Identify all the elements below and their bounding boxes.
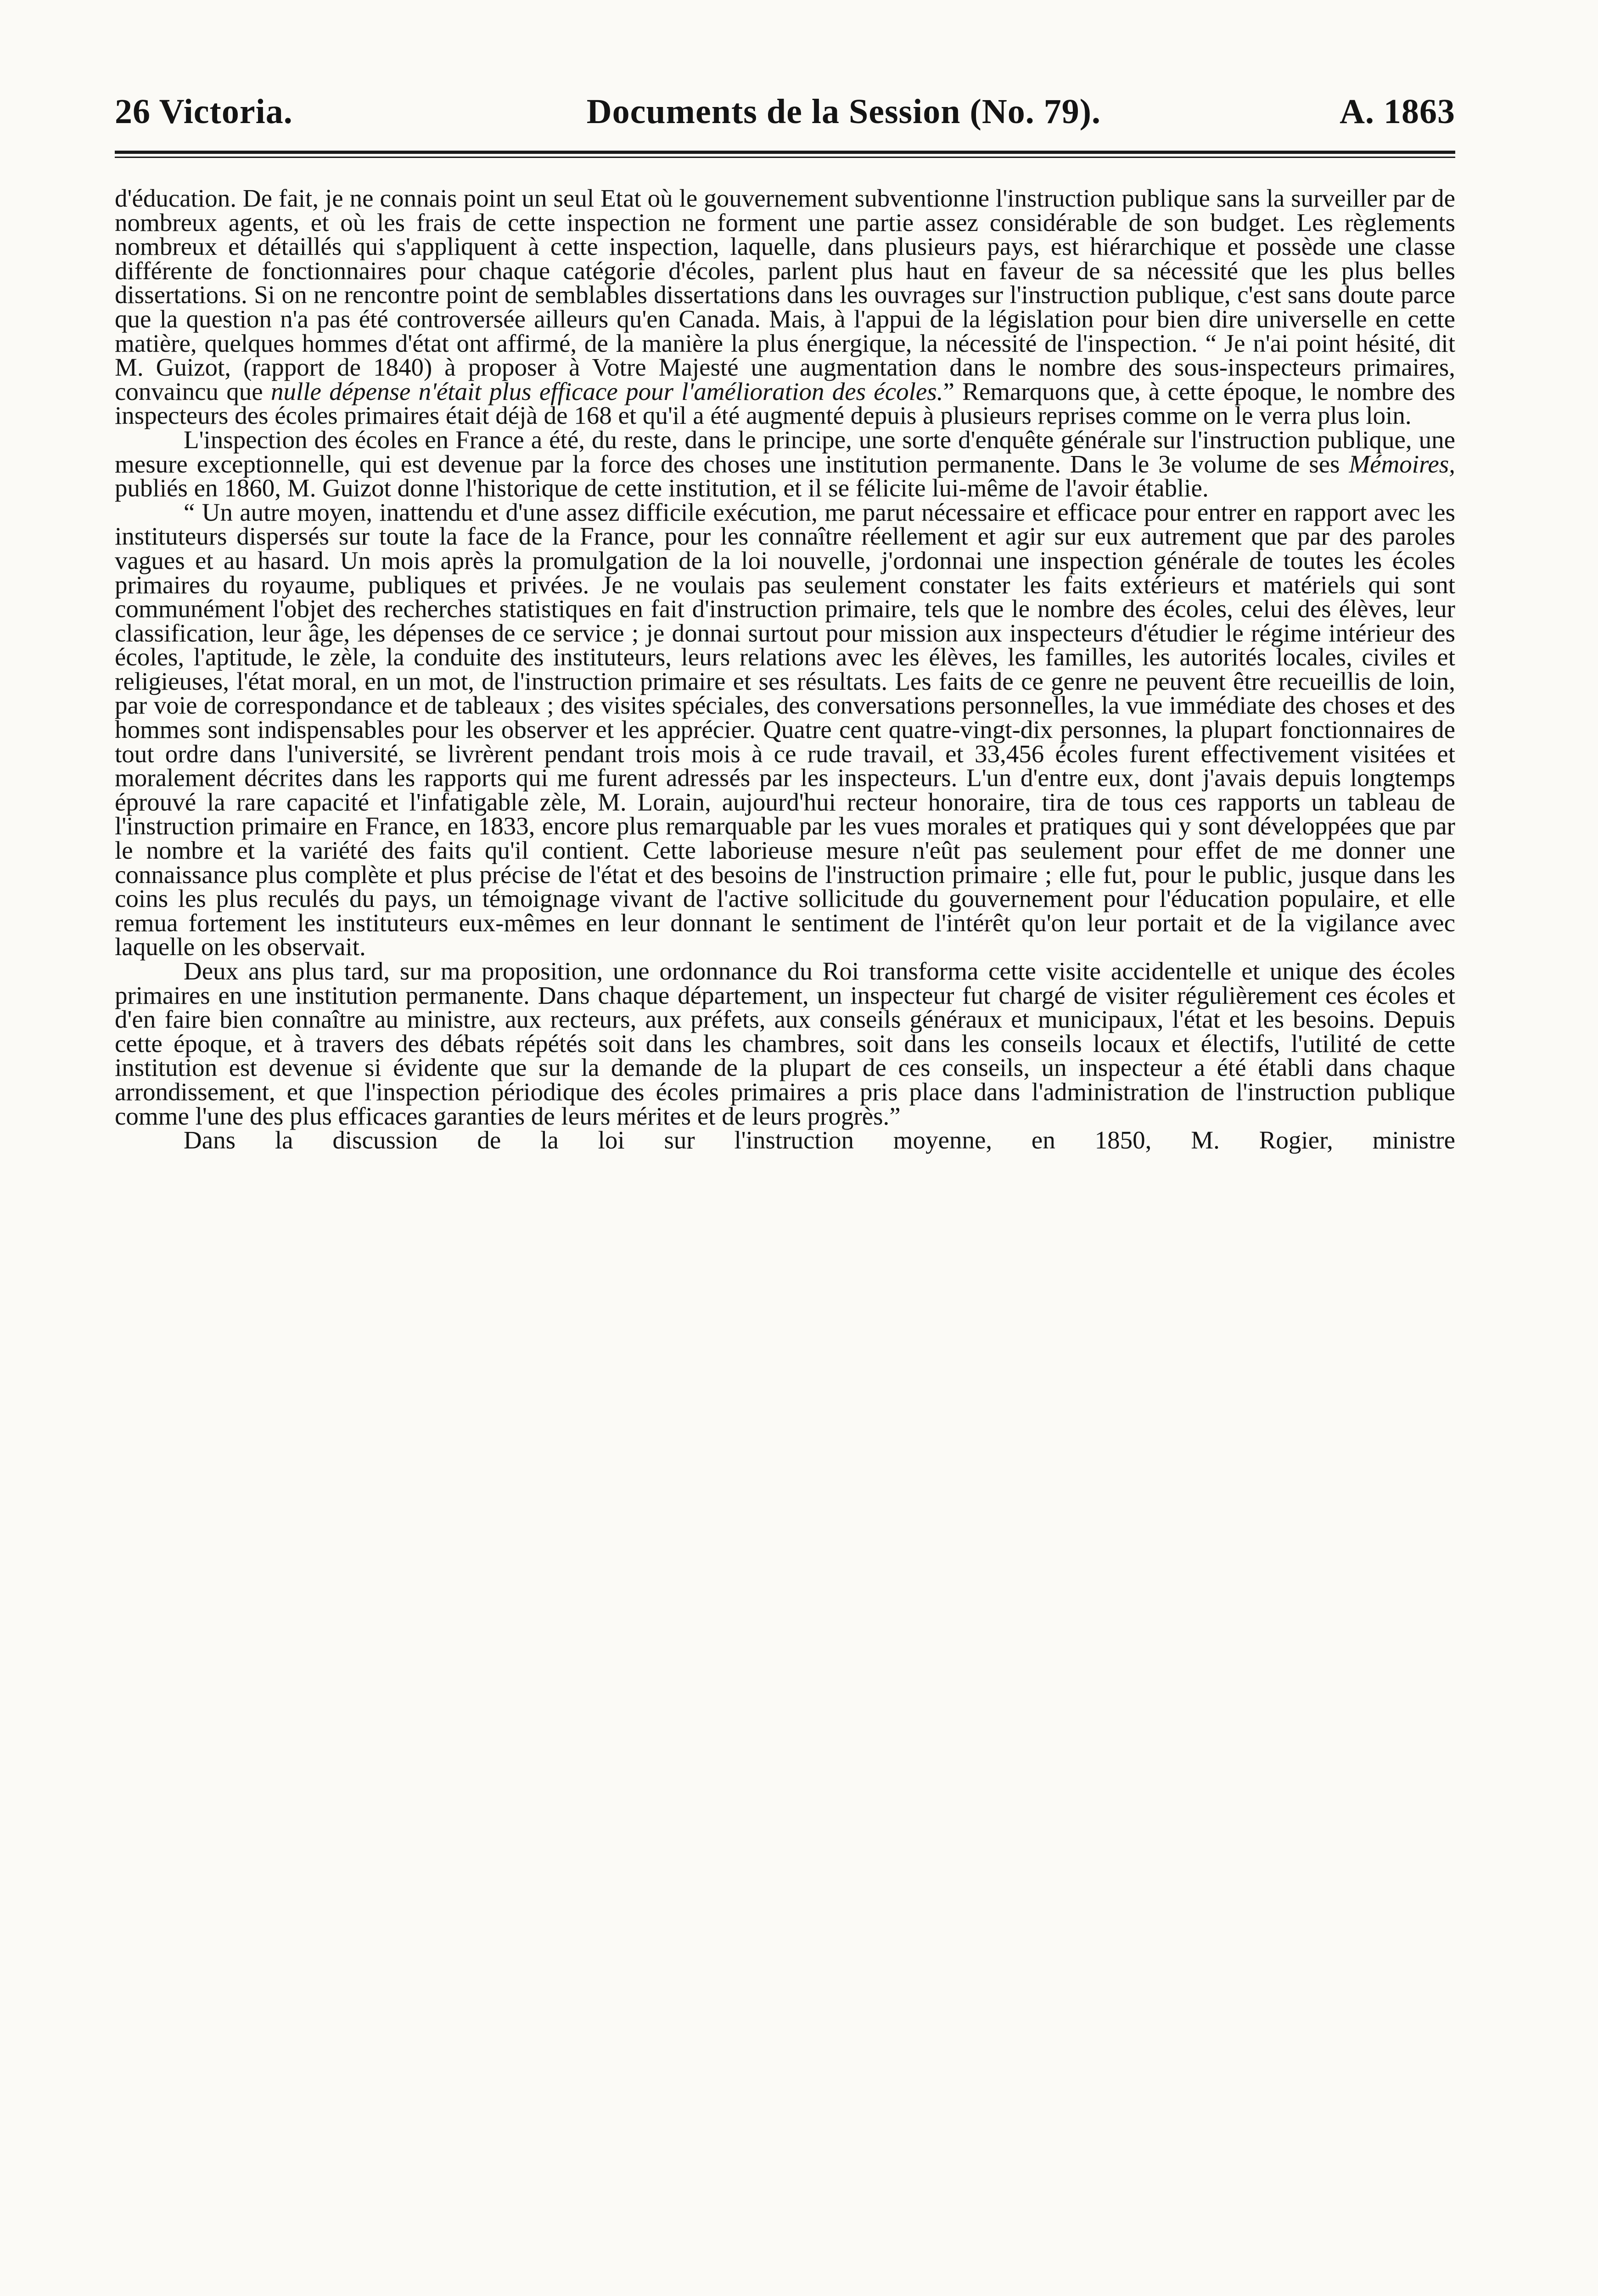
paragraph: Deux ans plus tard, sur ma proposition, une ordonnance du Roi transforma cette visite accidentelle et unique des écoles primaires en une institution permanente. Dans chaque département, un inspecteur fut chargé de visiter régulièrement ces écoles et d'en faire bien connaître au ministre, aux recteurs, aux préfets, aux conseils généraux et municipaux, l'état et les besoins. Depuis cette époque, et à travers des débats répétés soit dans les chambres, soit dans les conseils locaux et électifs, l'utilité de cette institution est devenue si évidente que sur la demande de la plupart de ces conseils, un inspecteur a été établi dans chaque arrondissement, et que l'inspection périodique des écoles primaires a pris place dans l'administration de l'instruction publique comme l'une des plus efficaces garanties de leurs mérites et de leurs progrès.” [115,957,1455,1130]
header-regnal-year: 26 Victoria. [115,92,293,131]
italic-quote: nulle dépense n'était plus efficace pour l'amélioration des écoles. [270,377,943,405]
italic-title: Mémoires, [1349,450,1455,478]
running-header [115,92,1455,142]
document-page [115,92,1455,2287]
paragraph: L'inspection des écoles en France a été, du reste, dans le principe, une sorte d'enquête générale sur l'instruction publique, une mesure exceptionnelle, qui est devenue par la force des choses une institution permanente. Dans le 3e volume de ses Mémoires, publiés en 1860, M. Guizot donne l'historique de cette institution, et il se félicite lui-même de l'avoir établie. [115,425,1455,502]
header-rule [115,151,1455,158]
header-title: Documents de la Session (No. 79). [586,92,1101,131]
paragraph: Dans la discussion de la loi sur l'instruction moyenne, en 1850, M. Rogier, ministre [184,1126,1455,1154]
body-text [115,186,1455,1153]
header-year: A. 1863 [1340,92,1455,131]
paragraph: “ Un autre moyen, inattendu et d'une assez difficile exécution, me parut nécessaire et efficace pour entrer en rapport avec les instituteurs dispersés sur toute la face de la France, pour les connaître réellement et agir sur eux autrement que par des paroles vagues et au hasard. Un mois après la promulgation de la loi nouvelle, j'ordonnai une inspection générale de toutes les écoles primaires du royaume, publiques et privées. Je ne voulais pas seulement constater les faits extérieurs et matériels qui sont communément l'objet des recherches statistiques en fait d'instruction primaire, tels que le nombre des écoles, celui des élèves, leur classification, leur âge, les dépenses de ce service ; je donnai surtout pour mission aux inspecteurs d'étudier le régime intérieur des écoles, l'aptitude, le zèle, la conduite des instituteurs, leurs relations avec les élèves, les familles, les autorités locales, civiles et religieuses, l'état moral, en un mot, de l'instruction primaire et ses résultats. Les faits de ce genre ne peuvent être recueillis de loin, par voie de correspondance et de tableaux ; des visites spéciales, des conversations personnelles, la vue immédiate des choses et des hommes sont indispensables pour les observer et les apprécier. Quatre cent quatre-vingt-dix personnes, la plupart fonctionnaires de tout ordre dans l'université, se livrèrent pendant trois mois à ce rude travail, et 33,456 écoles furent effectivement visitées et moralement décrites dans les rapports qui me furent adressés par les inspecteurs. L'un d'entre eux, dont j'avais depuis longtemps éprouvé la rare capacité et l'infatigable zèle, M. Lorain, aujourd'hui recteur honoraire, tira de tous ces rapports un tableau de l'instruction primaire en France, en 1833, encore plus remarquable par les vues morales et pratiques qui y sont développées que par le nombre et la variété des faits qu'il contient. Cette laborieuse mesure n'eût pas seulement pour effet de me donner une connaissance plus complète et plus précise de l'état et des besoins de l'instruction primaire ; elle fut, pour le public, jusque dans les coins les plus reculés du pays, un témoignage vivant de l'active sollicitude du gouvernement pour l'éducation populaire, et elle remua fortement les instituteurs eux-mêmes en leur donnant le sentiment de l'intérêt qu'on leur portait et de la vigilance avec laquelle on les observait. [115,498,1455,961]
paragraph: d'éducation. De fait, je ne connais point un seul Etat où le gouvernement subventionne l'instruction publique sans la surveiller par de nombreux agents, et où les frais de cette inspection ne forment une partie assez considérable de son budget. Les règlements nombreux et détaillés qui s'appliquent à cette inspection, laquelle, dans plusieurs pays, est hiérarchique et possède une classe différente de fonctionnaires pour chaque catégorie d'écoles, parlent plus haut en faveur de sa nécessité que les plus belles dissertations. Si on ne rencontre point de semblables dissertations dans les ouvrages sur l'instruction publique, c'est sans doute parce que la question n'a pas été controversée ailleurs qu'en Canada. Mais, à l'appui de la législation pour bien dire universelle en cette matière, quelques hommes d'état ont affirmé, de la manière la plus énergique, la nécessité de l'inspection. “ Je n'ai point hésité, dit M. Guizot, (rapport de 1840) à proposer à Votre Majesté une augmentation dans le nombre des sous-inspecteurs primaires, convaincu que nulle dépense n'était plus efficace pour l'amélioration des écoles.” Remarquons que, à cette époque, le nombre des inspecteurs des écoles primaires était déjà de 168 et qu'il a été augmenté depuis à plusieurs reprises comme on le verra plus loin. [115,184,1455,430]
